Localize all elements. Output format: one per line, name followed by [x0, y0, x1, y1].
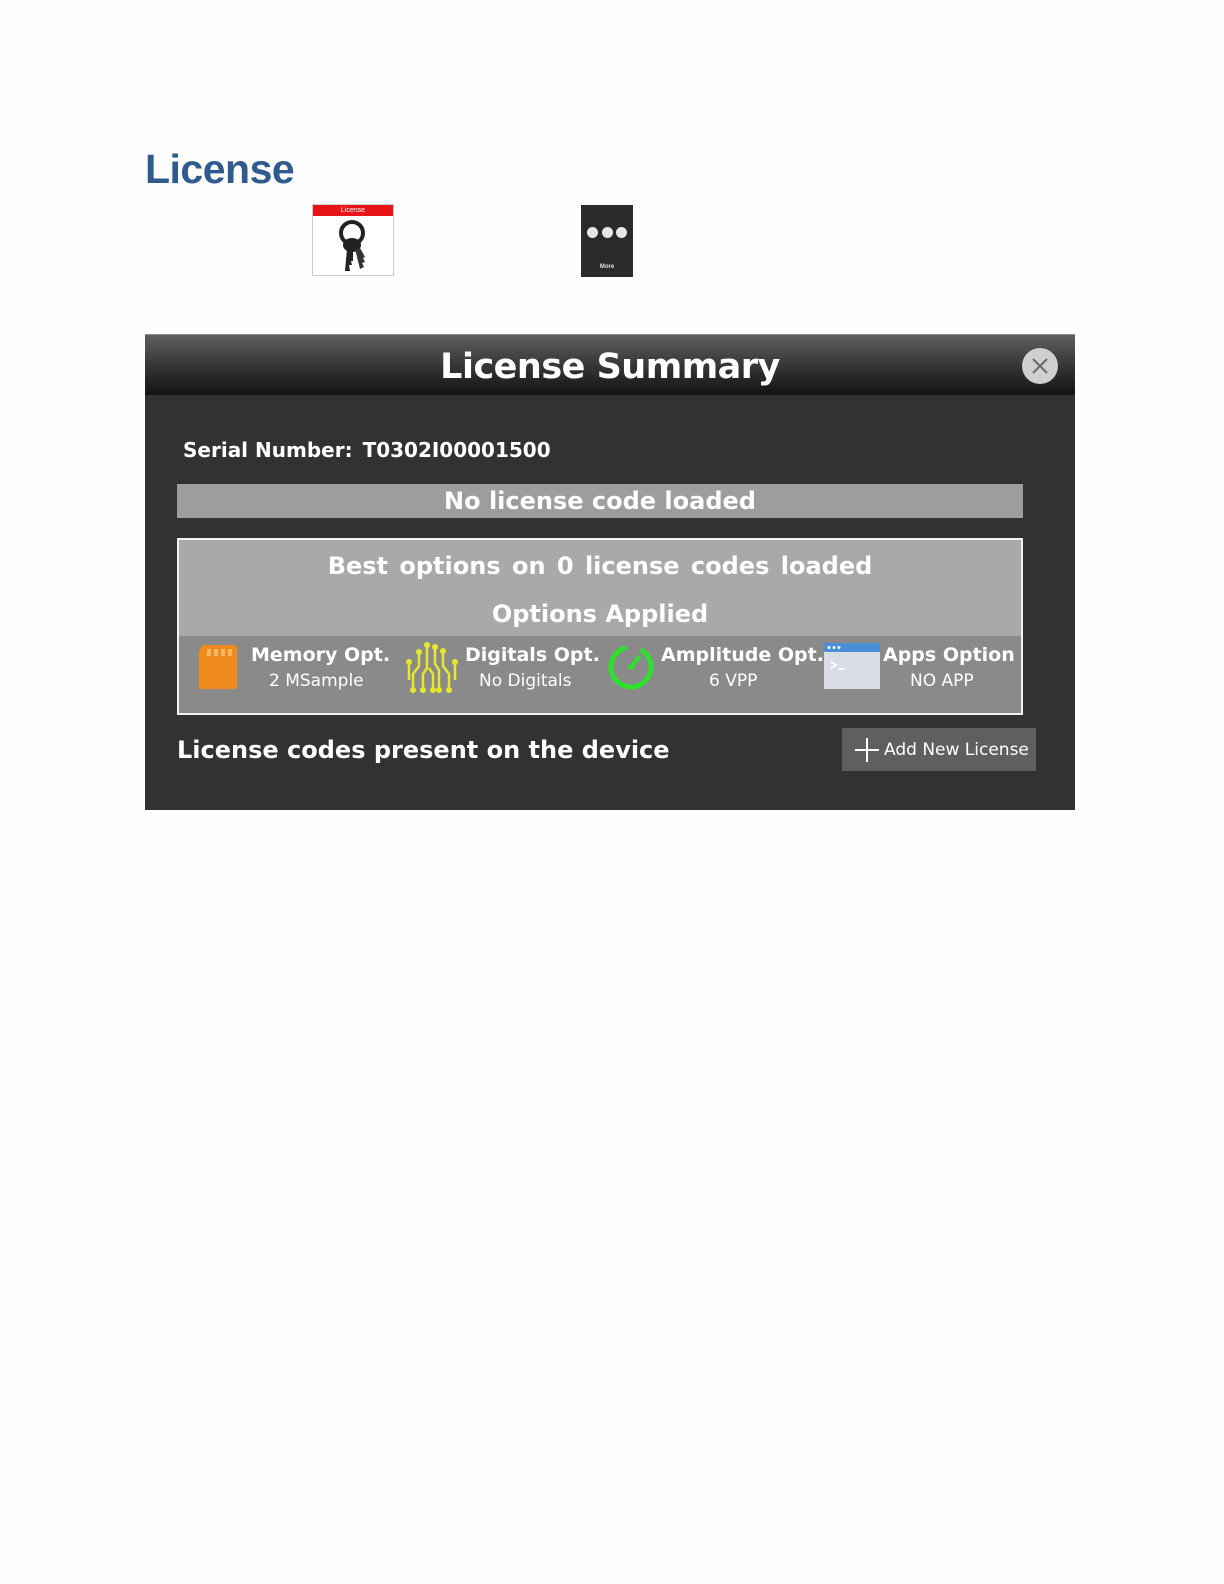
app-window-icon	[823, 642, 881, 690]
option-name: Digitals Opt.	[465, 644, 600, 666]
add-new-license-label: Add New License	[884, 739, 1029, 760]
circuit-icon	[405, 640, 459, 694]
dialog-header	[145, 334, 1075, 395]
option-value: 2 MSample	[269, 671, 364, 691]
option-name: Memory Opt.	[251, 644, 391, 666]
memory-option	[195, 636, 391, 713]
keys-icon	[333, 219, 373, 275]
option-name: Amplitude Opt.	[661, 644, 824, 666]
best-options-text: Best options on 0 license codes loaded	[327, 552, 873, 580]
plus-icon	[854, 737, 880, 763]
more-tile-label: More	[599, 264, 615, 270]
license-status-bar: No license code loaded	[177, 484, 1023, 518]
page-title: License	[145, 146, 295, 192]
more-tile-button[interactable]	[581, 205, 633, 277]
options-applied-heading: Options Applied	[491, 600, 709, 628]
serial-number-label: Serial Number:	[183, 438, 353, 462]
ellipsis-icon	[587, 227, 627, 239]
serial-number-value: T0302I00001500	[362, 438, 551, 462]
options-row	[179, 636, 1021, 713]
serial-number-row	[183, 438, 551, 462]
memory-card-icon	[197, 643, 239, 691]
license-tile-label: License	[313, 205, 393, 216]
option-value: NO APP	[910, 671, 974, 691]
dialog-title: License Summary	[440, 347, 780, 387]
options-panel	[177, 538, 1023, 715]
license-tile-button[interactable]	[312, 204, 394, 276]
gauge-icon	[605, 640, 657, 692]
apps-option	[821, 636, 1021, 713]
digitals-option	[403, 636, 600, 713]
license-codes-heading: License codes present on the device	[177, 736, 670, 764]
option-value: No Digitals	[479, 671, 572, 691]
option-name: Apps Option	[883, 644, 1015, 666]
amplitude-option	[603, 636, 824, 713]
close-button[interactable]	[1022, 348, 1058, 384]
license-summary-dialog	[145, 334, 1075, 810]
add-new-license-button[interactable]	[842, 728, 1036, 771]
close-icon	[1031, 357, 1049, 375]
option-value: 6 VPP	[709, 671, 758, 691]
